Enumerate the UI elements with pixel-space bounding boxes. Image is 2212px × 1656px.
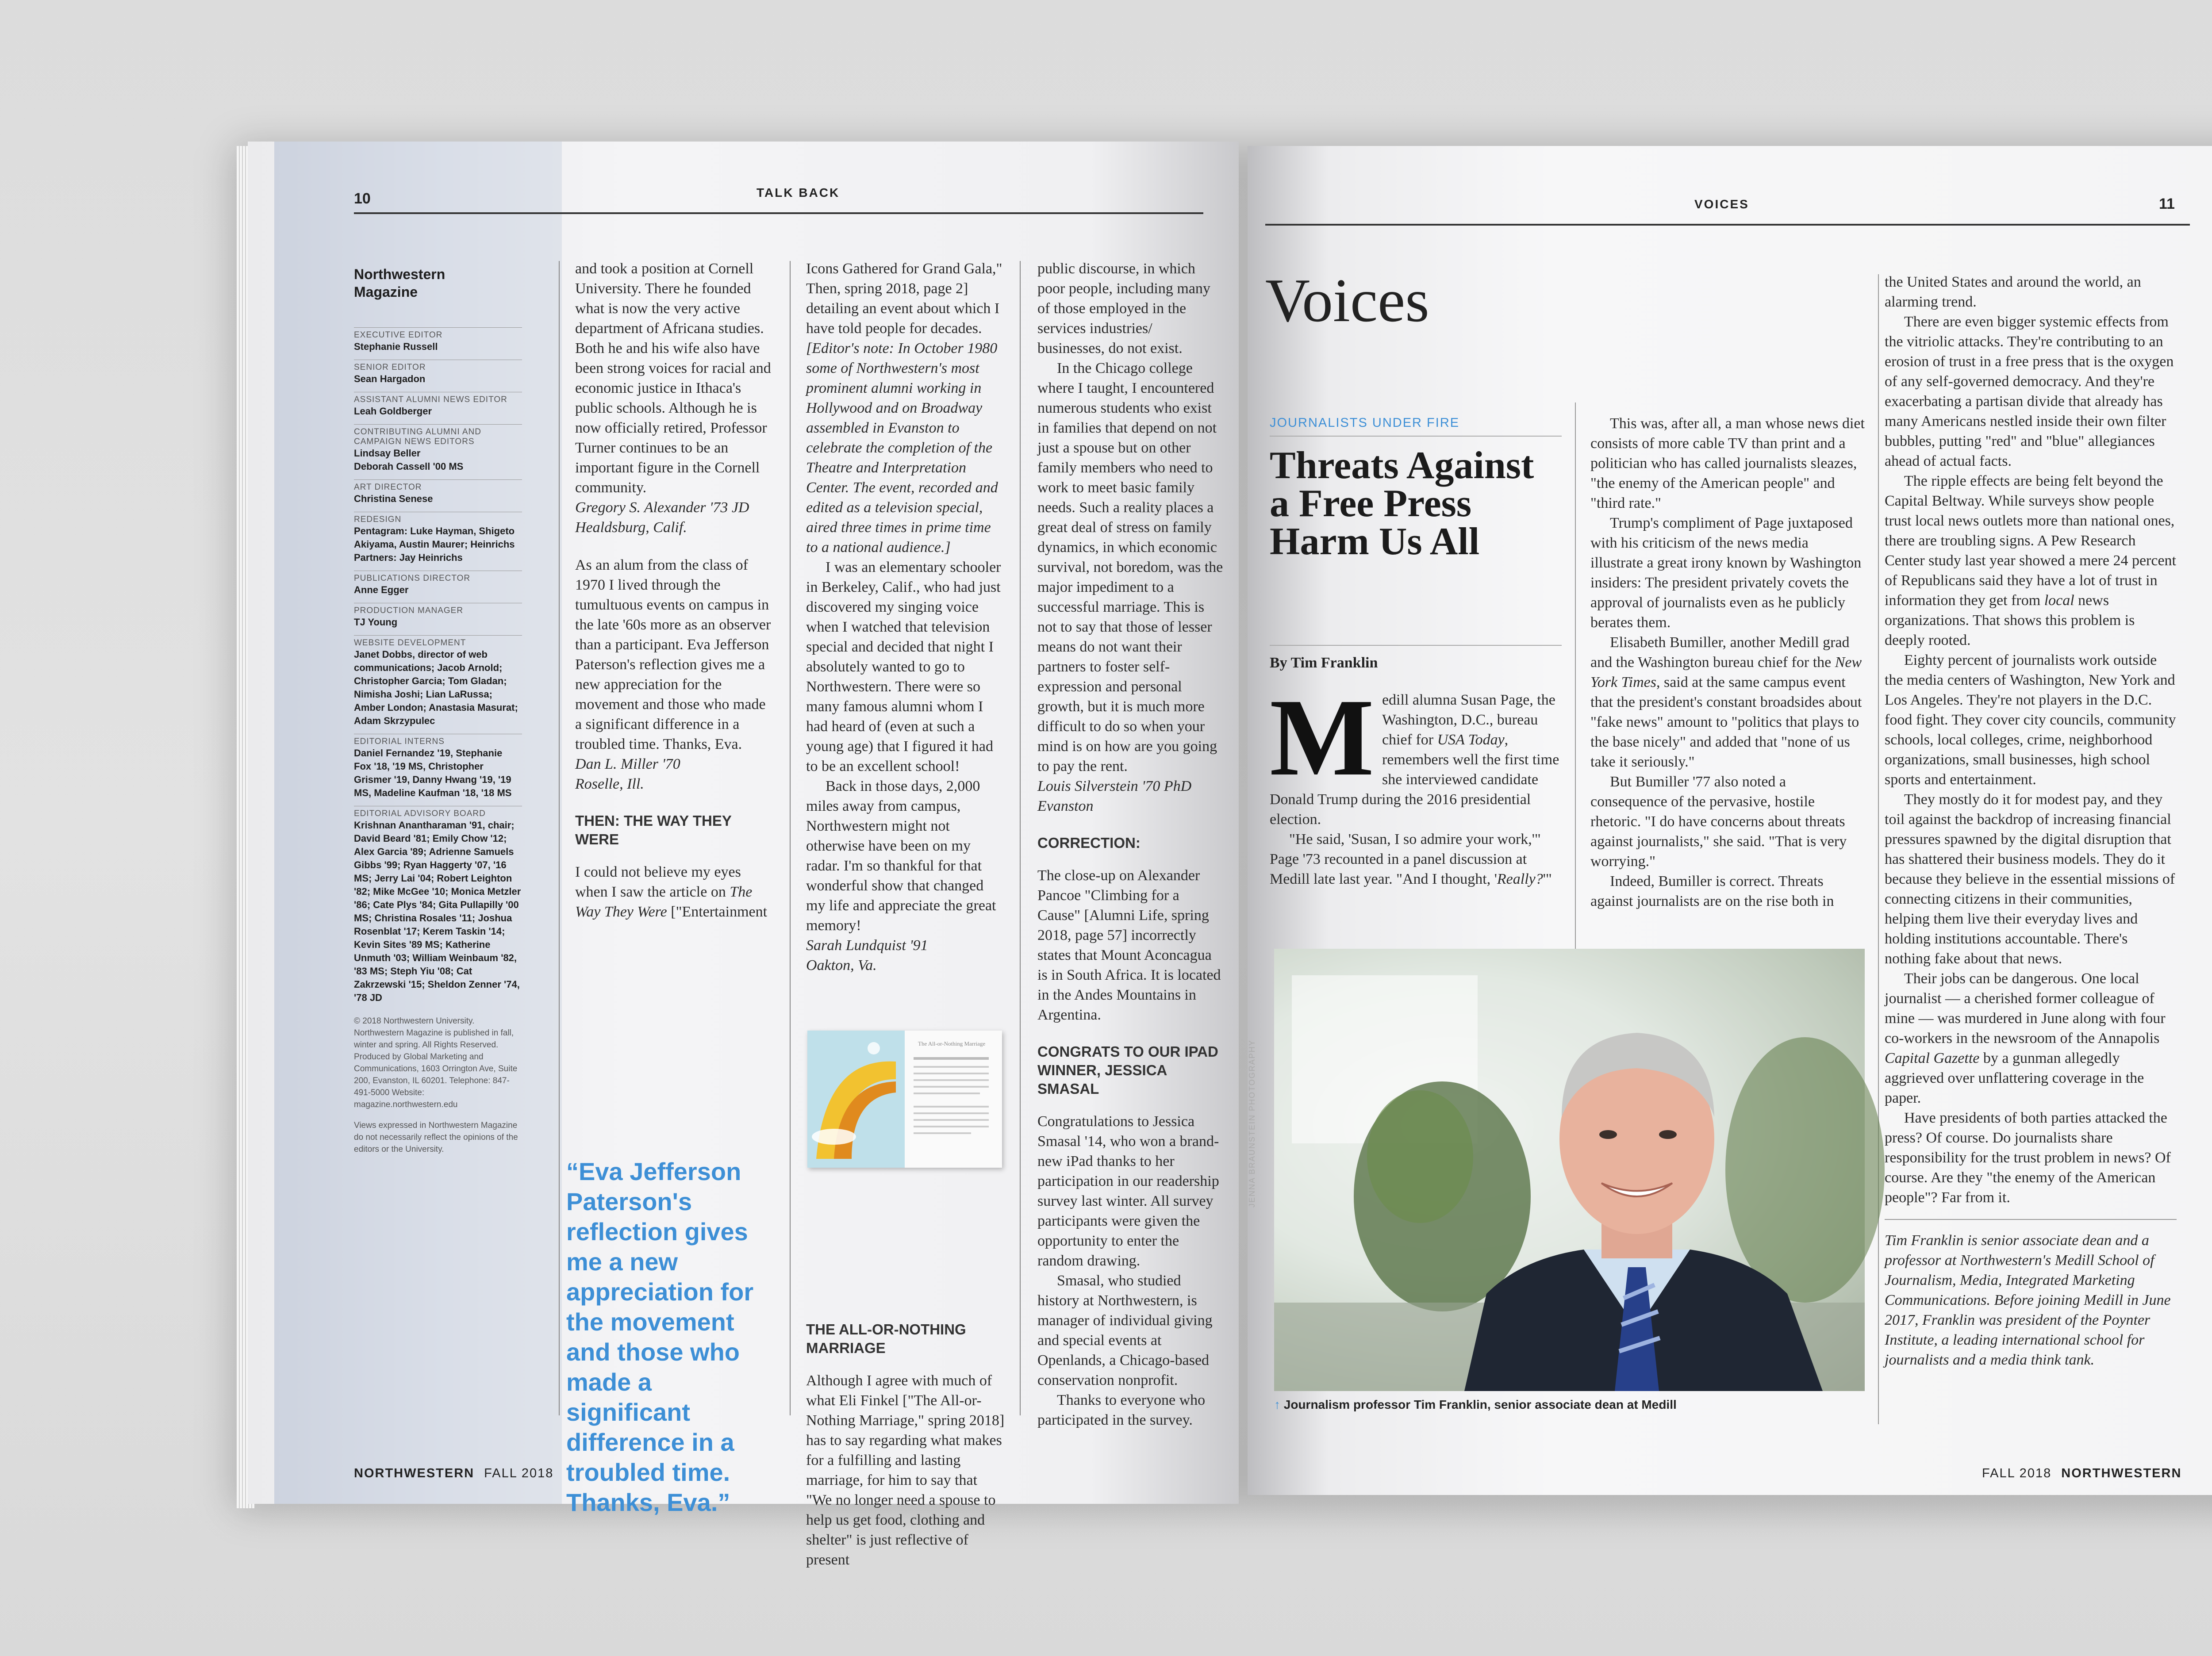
footer-issue: FALL 2018 <box>1982 1466 2052 1480</box>
letter-text: and took a position at Cornell University. There he founded what is now the very active department of Africana studies. Both he and his wife also have been strong voices for racial and economic justice in Ithaca's public schools. Although he is now officially retired, Professor Turner continues to be an important figure in the Cornell community. <box>575 261 771 496</box>
page-number: 10 <box>354 190 371 207</box>
masthead-entry <box>354 603 522 629</box>
photo-caption: ↑ Journalism professor Tim Franklin, senior associate dean at Medill <box>1274 1398 1677 1411</box>
byline: By Tim Franklin <box>1270 655 1378 671</box>
headline: Threats Against a Free Press Harm Us All <box>1270 444 1534 563</box>
masthead-entry <box>354 327 522 353</box>
masthead-role: PRODUCTION MANAGER <box>354 603 522 616</box>
letter-signature: Sarah Lundquist '91 <box>806 937 928 954</box>
column-rule <box>1020 261 1021 1415</box>
letter-signature: Dan L. Miller '70 <box>575 756 680 772</box>
article-paragraph: The ripple effects are being felt beyond the Capital Beltway. While surveys show people trust local news outlets more than national ones, there are troubling signs. A Pew Research Center study last year showed a mere 24 percent of Republicans said they have a lot of trust in information they get from local news organizations. That shows this problem is deeply rooted. <box>1885 473 2176 648</box>
left-page <box>248 142 1239 1568</box>
masthead-entry <box>354 806 522 1004</box>
lead-paragraph: Medill alumna Susan Page, the Washington, D.C., bureau chief for USA Today, remembers well the first time she interviewed candidate Donald Trump during the 2016 presidential election. <box>1270 676 1559 828</box>
article-thumbnail <box>807 1031 1002 1168</box>
letter-text: Thanks to everyone who participated in the survey. <box>1037 1392 1206 1428</box>
masthead-role: CONTRIBUTING ALUMNI AND CAMPAIGN NEWS EDITORS <box>354 424 522 447</box>
letters-column-2b <box>806 1320 1005 1570</box>
letter-text: I could not believe my eyes when I saw the article on The Way They Were ["Entertainment <box>575 864 768 920</box>
masthead-entry <box>354 424 522 473</box>
masthead <box>354 265 522 1155</box>
footer-brand: NORTHWESTERN <box>354 1466 475 1480</box>
masthead-names: Daniel Fernandez '19, Stephanie Fox '18, '19 MS, Christopher Grismer '19, Danny Hwang '19, '19 MS, Madeline Kaufman '18, '18 MS <box>354 748 512 798</box>
masthead-entry <box>354 635 522 728</box>
masthead-entry <box>354 479 522 506</box>
footer-brand: NORTHWESTERN <box>2061 1466 2182 1480</box>
article-paragraph: There are even bigger systemic effects from the vitriolic attacks. They're contributing to an erosion of trust in a free press that is the oxygen of any self-governed democracy. And they're exacerbating a partisan divide that already has many Americans nestled inside their own filter bubbles, putting "red" and "blue" allegiances ahead of actual facts. <box>1885 314 2174 469</box>
masthead-names: TJ Young <box>354 617 398 628</box>
author-bio: Tim Franklin is senior associate dean and a professor at Northwestern's Medill School of Journalism, Media, Integrated Marketing Communications. Before joining Medill in June 2017, Franklin was president of the Poynter Institute, a leading international school for journalists and a media think tank. <box>1885 1232 2171 1368</box>
editor-note: [Editor's note: In October 1980 some of Northwestern's most prominent alumni working in Hollywood and on Broadway assembled in Evanston to celebrate the completion of the Theatre and Interpretation Center. The event, recorded and edited as a television special, aired three times in prime time to a national audience.] <box>806 340 998 556</box>
letter-location: Roselle, Ill. <box>575 776 644 792</box>
masthead-names: Sean Hargadon <box>354 373 426 384</box>
masthead-names: Anne Egger <box>354 584 409 595</box>
masthead-role: WEBSITE DEVELOPMENT <box>354 635 522 648</box>
masthead-role: ART DIRECTOR <box>354 479 522 492</box>
article-paragraph: "He said, 'Susan, I so admire your work,'" Page '73 recounted in a panel discussion at Medill late last year. "And I thought, 'Really?'" <box>1270 831 1552 887</box>
photo-credit: JENNA BRAUNSTEIN PHOTOGRAPHY <box>1248 1039 1256 1208</box>
thumbnail-caption: The All-or-Nothing Marriage <box>918 1040 986 1047</box>
header-rule <box>1265 224 2190 226</box>
article-paragraph: the United States and around the world, an alarming trend. <box>1885 274 2141 310</box>
masthead-entry <box>354 360 522 386</box>
portrait-illustration <box>1274 949 1865 1391</box>
caption-arrow-icon: ↑ <box>1274 1398 1280 1411</box>
letter-text: Although I agree with much of what Eli Finkel ["The All-or-Nothing Marriage," spring 2018] has to say regarding what makes for a fulfilling and lasting marriage, for him to say that "We no longer need a spouse to help us get food, clothing and shelter" is just reflective of present <box>806 1372 1005 1568</box>
letters-column-3 <box>1037 259 1223 1430</box>
right-page <box>1248 146 2212 1495</box>
bio-rule <box>1885 1219 2177 1220</box>
masthead-role: EDITORIAL INTERNS <box>354 734 522 747</box>
masthead-entries <box>354 327 522 1004</box>
masthead-role: EXECUTIVE EDITOR <box>354 327 522 340</box>
letter-heading: THEN: THE WAY THEY WERE <box>575 813 732 847</box>
masthead-role: PUBLICATIONS DIRECTOR <box>354 571 522 583</box>
masthead-names: Krishnan Anantharaman '91, chair; David Beard '81; Emily Chow '12; Alex Garcia '89; Adrienne Samuels Gibbs '99; Ryan Haggerty '07, '16 MS; Jerry Lai '04; Robert Leighton '82; Mike McGee '10; Monica Metzler '86; Cate Plys '84; Gita Pullapilly '00 MS; Christina Rosales '11; Joshua Rosenblat '17; Kerem Taskin '14; Kevin Sites '89 MS; Katherine Unmuth '03; William Weinbaum '82, '83 MS; Steph Yiu '08; Cat Zakrzewski '15; Sheldon Zenner '74, '78 JD <box>354 820 521 1003</box>
masthead-names: Pentagram: Luke Hayman, Shigeto Akiyama, Austin Maurer; Heinrichs Partners: Jay Heinrichs <box>354 525 515 563</box>
letter-text: In the Chicago college where I taught, I encountered numerous students who exist in families that depend on not just a spouse but on other family members who need to work to meet basic family needs. Such a reality places a great deal of stress on family dynamics, in which economic survival, not boredom, was the major impediment to a successful marriage. This is not to say that those of lesser means do not want their partners to foster self-expression and personal growth, but it is much more difficult to do so when your mind is on how are you going to pay the rent. <box>1037 360 1223 774</box>
section-label: VOICES <box>1694 197 1749 211</box>
masthead-entry <box>354 734 522 800</box>
column-rule <box>1575 402 1576 1013</box>
article-column-1 <box>1270 676 1562 889</box>
letter-text: As an alum from the class of 1970 I lived through the tumultuous events on campus in the late '60s more as an observer than a participant. Eva Jefferson Paterson's reflection gives me a new appreciation for the movement and those who made a significant difference in a troubled time. Thanks, Eva. <box>575 557 771 752</box>
kicker-rule <box>1270 436 1562 437</box>
footer <box>354 1466 553 1481</box>
column-rule <box>1878 274 1879 1424</box>
column-rule <box>790 261 791 1415</box>
thumbnail-illustration <box>807 1031 1002 1168</box>
drop-cap: M <box>1270 676 1374 799</box>
letter-heading: CORRECTION: <box>1037 835 1141 851</box>
masthead-names: Christina Senese <box>354 493 433 504</box>
letter-location: Evanston <box>1037 798 1094 814</box>
masthead-role: SENIOR EDITOR <box>354 360 522 372</box>
letter-location: Oakton, Va. <box>806 957 877 974</box>
article-paragraph: This was, after all, a man whose news diet consists of more cable TV than print and a politician who has called journalists sleazes, "the enemy of the American people" and "third rate." <box>1590 415 1865 511</box>
letter-text: I was an elementary schooler in Berkeley, Calif., who had just discovered my singing voice when I watched that television special and decided that night I absolutely wanted to go to Northwestern. There were so many famous alumni whom I had heard of (even at such a young age) that I figured it had to be an excellent school! <box>806 559 1001 774</box>
letter-text: Icons Gathered for Grand Gala," Then, spring 2018, page 2] detailing an event about which I have told people for decades. <box>806 261 1002 337</box>
masthead-role: EDITORIAL ADVISORY BOARD <box>354 806 522 819</box>
letter-text: Smasal, who studied history at Northwestern, is manager of individual giving and special events at Openlands, a Chicago-based conservation nonprofit. <box>1037 1273 1213 1388</box>
section-label: TALK BACK <box>757 186 840 199</box>
article-paragraph: They mostly do it for modest pay, and they toil against the backdrop of increasing financial pressures spawned by the digital disruption that has shattered their business models. They do it because they believe in the essential missions of connecting citizens in their communities, helping them live their everyday lives and holding institutions accountable. There's nothing fake about that news. <box>1885 791 2175 967</box>
masthead-names: Lindsay Beller Deborah Cassell '00 MS <box>354 448 464 472</box>
letter-text: public discourse, in which poor people, including many of those employed in the services industries/ businesses, do not exist. <box>1037 261 1210 356</box>
column-rule <box>559 261 560 1415</box>
masthead-role: ASSISTANT ALUMNI NEWS EDITOR <box>354 392 522 405</box>
page-number: 11 <box>2159 196 2175 212</box>
header-rule <box>354 212 1203 214</box>
masthead-title: Northwestern Magazine <box>354 266 445 300</box>
letters-column-2 <box>806 259 1005 975</box>
article-paragraph: Elisabeth Bumiller, another Medill grad and the Washington bureau chief for the New York Times, said at the same campus event that the president's constant broadsides about "fake news" amount to "politics that plays to the base nicely" and added that "none of us take it seriously." <box>1590 634 1862 770</box>
article-paragraph: Eighty percent of journalists work outside the media centers of Washington, New York and Los Angeles. They're not players in the D.C. food fight. They cover city councils, community schools, local colleges, crime, neighborhood organizations, small businesses, high school sports and entertainment. <box>1885 652 2176 788</box>
footer-issue: FALL 2018 <box>484 1466 554 1480</box>
letter-signature: Louis Silverstein '70 PhD <box>1037 778 1192 794</box>
correction-text: The close-up on Alexander Pancoe "Climbing for a Cause" [Alumni Life, spring 2018, page 57] incorrectly states that Mount Aconcagua is in South Africa. It is located in the Andes Mountains in Argentina. <box>1037 867 1221 1023</box>
masthead-names: Leah Goldberger <box>354 406 432 417</box>
article-paragraph: Their jobs can be dangerous. One local journalist — a cherished former colleague of mine — was murdered in June along with four co-workers in the newsroom of the Annapolis Capital Gazette by a gunman allegedly aggrieved over unflattering coverage in the paper. <box>1885 970 2166 1106</box>
letter-text: Back in those days, 2,000 miles away from campus, Northwestern might not otherwise have been on my radar. I'm so thankful for that wonderful show that changed my life and appreciate the great memory! <box>806 778 996 934</box>
article-column-2 <box>1590 414 1865 911</box>
footer <box>1982 1466 2181 1481</box>
section-title: Voices <box>1265 266 1429 335</box>
masthead-entry <box>354 512 522 564</box>
copyright: © 2018 Northwestern University. Northwestern Magazine is published in fall, winter and spring. All Rights Reserved. Produced by Global Marketing and Communications, 1603 Orrington Ave, Suite 200, Evanston, IL 60201. Telephone: 847-491-5000 Website: magazine.northwestern.edu <box>354 1016 518 1109</box>
masthead-names: Janet Dobbs, director of web communications; Jacob Arnold; Christopher Garcia; Tom Gladan; Nimisha Joshi; Lian LaRussa; Amber London; Anastasia Masurat; Adam Skrzypulec <box>354 649 518 726</box>
byline-rule <box>1270 645 1562 646</box>
kicker: JOURNALISTS UNDER FIRE <box>1270 416 1460 430</box>
letter-signature: Gregory S. Alexander '73 JD <box>575 499 749 516</box>
letter-heading: THE ALL-OR-NOTHING MARRIAGE <box>806 1321 966 1356</box>
article-paragraph: But Bumiller '77 also noted a consequence of the pervasive, hostile rhetoric. "I do have concerns about threats against journalists," she said. "That is very worrying." <box>1590 774 1847 870</box>
masthead-names: Stephanie Russell <box>354 341 438 352</box>
letter-heading: CONGRATS TO OUR IPAD WINNER, JESSICA SMASAL <box>1037 1043 1218 1097</box>
masthead-role: REDESIGN <box>354 512 522 525</box>
article-paragraph: Trump's compliment of Page juxtaposed with his criticism of the news media illustrate a great irony known by Washington insiders: The president privately covets the approval of journalists even as he publicly berates them. <box>1590 515 1862 631</box>
article-column-3 <box>1885 272 2177 1370</box>
article-paragraph: Indeed, Bumiller is correct. Threats against journalists are on the rise both in <box>1590 873 1834 909</box>
disclaimer: Views expressed in Northwestern Magazine do not necessarily reflect the opinions of the editors or the University. <box>354 1121 518 1154</box>
masthead-entry <box>354 571 522 597</box>
pull-quote: “Eva Jefferson Paterson's reflection gives me a new appreciation for the movement and those who made a significant difference in a troubled time. Thanks, Eva.” <box>566 1158 754 1516</box>
letter-location: Healdsburg, Calif. <box>575 519 687 536</box>
letter-text: Congratulations to Jessica Smasal '14, who won a brand-new iPad thanks to her participation in our readership survey last winter. All survey participants were given the opportunity to enter the random drawing. <box>1037 1113 1219 1269</box>
letters-column-1 <box>575 259 774 922</box>
masthead-entry <box>354 392 522 418</box>
portrait-photo <box>1274 949 1865 1391</box>
article-paragraph: Have presidents of both parties attacked the press? Of course. Do journalists share responsibility for the trust problem in news? Of course. Are they "the enemy of the American people"? Far from it. <box>1885 1110 2171 1206</box>
